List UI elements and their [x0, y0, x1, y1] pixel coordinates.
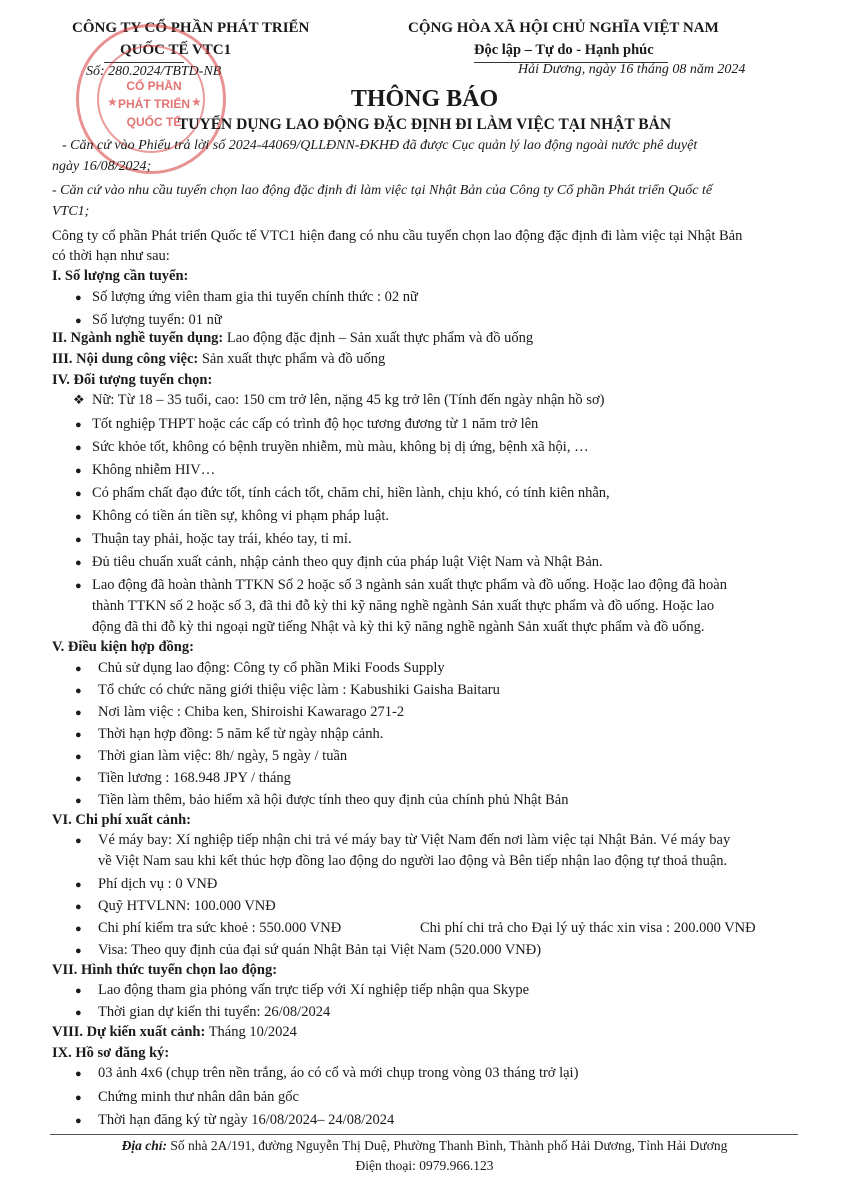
bullet-icon: ● — [75, 557, 82, 569]
section-4-item: Không có tiền án tiền sự, không vi phạm pháp luật. — [92, 508, 390, 524]
seal-star-icon: ★ — [191, 95, 202, 109]
footer-address — [0, 1138, 849, 1154]
airfare-item-a: Vé máy bay: Xí nghiệp tiếp nhận chi trả vé máy bay từ Việt Nam đến nơi làm việc tại Nhật Bản. Vé máy bay — [98, 832, 731, 848]
bullet-icon: ● — [75, 511, 82, 523]
section-4-item: Đủ tiêu chuẩn xuất cảnh, nhập cảnh theo quy định của pháp luật Việt Nam và Nhật Bản. — [92, 554, 603, 570]
section-1-heading: I. Số lượng cần tuyển: — [52, 268, 189, 284]
section-5-heading: V. Điều kiện hợp đồng: — [52, 639, 194, 655]
section-6-heading: VI. Chi phí xuất cảnh: — [52, 812, 191, 828]
section-3-line — [52, 351, 385, 368]
basis-line-1a: - Căn cứ vào Phiếu trả lời số 2024-44069/QLLĐNN-ĐKHĐ đã được Cục quản lý lao động ngoài nước phê duyệt — [62, 138, 698, 153]
section-3-heading: III. Nội dung công việc: — [52, 351, 199, 367]
section-9-item: 03 ảnh 4x6 (chụp trên nền trắng, áo có cổ và mới chụp trong vòng 03 tháng trở lại) — [98, 1065, 579, 1081]
section-5-item: Chủ sử dụng lao động: Công ty cổ phần Miki Foods Supply — [98, 660, 445, 676]
basis-line-1b: ngày 16/08/2024; — [52, 159, 152, 174]
document-number: Số: 280.2024/TBTD-NB — [86, 64, 222, 79]
section-5-item: Tiền lương : 168.948 JPY / tháng — [98, 770, 291, 786]
visa-agent-fee: Chi phí chi trả cho Đại lý uỷ thác xin visa : 200.000 VNĐ — [420, 920, 756, 936]
bullet-icon: ● — [75, 835, 82, 847]
bullet-icon: ● — [75, 1068, 82, 1080]
section-8-value: Tháng 10/2024 — [205, 1024, 297, 1040]
section-4-item: Sức khỏe tốt, không có bệnh truyền nhiễm, mù màu, không bị dị ứng, bệnh xã hội, … — [92, 439, 589, 455]
address-text: Số nhà 2A/191, đường Nguyễn Thị Duệ, Phường Thanh Bình, Thành phố Hải Dương, Tỉnh Hải Dương — [166, 1138, 728, 1153]
bullet-icon: ● — [75, 315, 82, 327]
company-name-line2: QUỐC TẾ VTC1 — [120, 42, 232, 58]
section-9-heading: IX. Hồ sơ đăng ký: — [52, 1045, 170, 1061]
section-4-star-item: Nữ: Từ 18 – 35 tuổi, cao: 150 cm trở lên, nặng 45 kg trở lên (Tính đến ngày nhận hồ sơ) — [92, 392, 605, 408]
seal-text-1: CỔ PHẦN — [126, 79, 182, 93]
section-4-item: Tốt nghiệp THPT hoặc các cấp có trình độ học tương đương từ 1 năm trở lên — [92, 416, 539, 432]
section-4-item: Không nhiễm HIV… — [92, 462, 216, 478]
bullet-icon: ● — [75, 663, 82, 675]
footer-divider — [50, 1134, 798, 1135]
bullet-icon: ● — [75, 729, 82, 741]
section-7-item: Thời gian dự kiến thi tuyển: 26/08/2024 — [98, 1004, 331, 1020]
health-check-fee: Chi phí kiểm tra sức khoẻ : 550.000 VNĐ — [98, 920, 342, 936]
basis-line-2a: - Căn cứ vào nhu cầu tuyển chọn lao động đặc định đi làm việc tại Nhật Bản của Công ty Cổ phần Phát triển Quốc tế — [52, 183, 713, 198]
section-5-item: Thời gian làm việc: 8h/ ngày, 5 ngày / tuần — [98, 748, 348, 764]
section-4-long-item-b: thành TTKN số 2 hoặc số 3, đã thi đỗ kỳ thi kỹ năng nghề ngành Sản xuất thực phẩm và đồ uống. Hoặc lao — [92, 598, 715, 614]
national-motto: Độc lập – Tự do - Hạnh phúc — [474, 42, 654, 58]
airfare-item-b: về Việt Nam sau khi kết thúc hợp đồng lao động do người lao động và Bên tiếp nhận lao động tự thoả thuận. — [98, 853, 728, 869]
section-4-long-item-c: động đã thi đỗ kỳ thi ngoại ngữ tiếng Nhật và kỳ thi kỹ năng nghề ngành Sản xuất thực phẩm và đồ uống. — [92, 619, 705, 635]
section-7-heading: VII. Hình thức tuyển chọn lao động: — [52, 962, 278, 978]
section-9-item: Chứng minh thư nhân dân bản gốc — [98, 1089, 299, 1105]
basis-line-2b: VTC1; — [52, 204, 90, 219]
bullet-icon: ● — [75, 773, 82, 785]
bullet-icon: ● — [75, 985, 82, 997]
section-2-heading: II. Ngành nghề tuyển dụng: — [52, 330, 224, 346]
company-name-line1: CÔNG TY CỔ PHẦN PHÁT TRIỂN — [72, 20, 310, 36]
section-4-heading: IV. Đối tượng tuyển chọn: — [52, 372, 213, 388]
seal-star-icon: ★ — [107, 95, 118, 109]
section-8-heading: VIII. Dự kiến xuất cảnh: — [52, 1024, 206, 1040]
intro-line-b: có thời hạn như sau: — [52, 248, 170, 264]
document-subtitle: TUYỂN DỤNG LAO ĐỘNG ĐẶC ĐỊNH ĐI LÀM VIỆC TẠI NHẬT BẢN — [177, 116, 672, 133]
section-1-item: Số lượng ứng viên tham gia thi tuyển chính thức : 02 nữ — [92, 289, 418, 305]
bullet-icon: ● — [75, 534, 82, 546]
support-fund: Quỹ HTVLNN: 100.000 VNĐ — [98, 898, 276, 914]
bullet-icon: ● — [75, 1115, 82, 1127]
document-title: THÔNG BÁO — [350, 86, 499, 112]
bullet-icon: ● — [75, 1007, 82, 1019]
bullet-icon: ● — [75, 945, 82, 957]
bullet-icon: ● — [75, 685, 82, 697]
section-4-long-item-a: Lao động đã hoàn thành TTKN Số 2 hoặc số 3 ngành sản xuất thực phẩm và đồ uống. Hoặc lao động đã hoàn — [92, 577, 727, 593]
service-fee: Phí dịch vụ : 0 VNĐ — [98, 876, 218, 892]
visa-fee: Visa: Theo quy định của đại sứ quán Nhật Bản tại Việt Nam (520.000 VNĐ) — [98, 942, 542, 958]
section-4-item: Thuận tay phải, hoặc tay trái, khéo tay, tỉ mỉ. — [92, 531, 352, 547]
section-5-item: Tiền làm thêm, bảo hiểm xã hội được tính theo quy định của chính phủ Nhật Bản — [98, 792, 569, 808]
bullet-icon: ● — [75, 751, 82, 763]
address-label: Địa chỉ: — [121, 1138, 167, 1153]
section-5-item: Nơi làm việc : Chiba ken, Shiroishi Kawarago 271-2 — [98, 704, 405, 720]
bullet-icon: ● — [75, 465, 82, 477]
section-2-line — [52, 330, 533, 347]
section-2-value: Lao động đặc định – Sản xuất thực phẩm và đồ uống — [223, 330, 534, 346]
bullet-icon: ● — [75, 488, 82, 500]
section-7-item: Lao động tham gia phỏng vấn trực tiếp với Xí nghiệp tiếp nhận qua Skype — [98, 982, 530, 998]
place-and-date: Hải Dương, ngày 16 tháng 08 năm 2024 — [518, 62, 746, 77]
bullet-icon: ● — [75, 707, 82, 719]
section-4-item: Có phẩm chất đạo đức tốt, tính cách tốt, chăm chỉ, hiền lành, chịu khó, có tính kiên nhẫn, — [92, 485, 610, 501]
intro-line-a: Công ty cổ phần Phát triển Quốc tế VTC1 hiện đang có nhu cầu tuyển chọn lao động đặc định đi làm việc tại Nhật Bản — [52, 228, 743, 244]
diamond-bullet-icon: ❖ — [73, 392, 85, 407]
section-5-item: Thời hạn hợp đồng: 5 năm kể từ ngày nhập cảnh. — [98, 726, 384, 742]
bullet-icon: ● — [75, 419, 82, 431]
seal-text-3: QUỐC TẾ — [126, 115, 182, 129]
bullet-icon: ● — [75, 292, 82, 304]
republic-heading: CỘNG HÒA XÃ HỘI CHỦ NGHĨA VIỆT NAM — [408, 20, 719, 36]
section-9-item: Thời hạn đăng ký từ ngày 16/08/2024– 24/08/2024 — [98, 1112, 395, 1128]
bullet-icon: ● — [75, 923, 82, 935]
bullet-icon: ● — [75, 1092, 82, 1104]
section-1-item: Số lượng tuyển: 01 nữ — [92, 312, 222, 328]
bullet-icon: ● — [75, 879, 82, 891]
bullet-icon: ● — [75, 442, 82, 454]
bullet-icon: ● — [75, 795, 82, 807]
seal-text-2: PHÁT TRIỂN — [118, 97, 190, 111]
section-5-item: Tổ chức có chức năng giới thiệu việc làm : Kabushiki Gaisha Baitaru — [98, 682, 500, 698]
section-8-line — [52, 1024, 297, 1041]
bullet-icon: ● — [75, 901, 82, 913]
bullet-icon: ● — [75, 580, 82, 592]
footer-phone: Điện thoại: 0979.966.123 — [355, 1158, 494, 1173]
section-3-value: Sản xuất thực phẩm và đồ uống — [198, 351, 386, 367]
